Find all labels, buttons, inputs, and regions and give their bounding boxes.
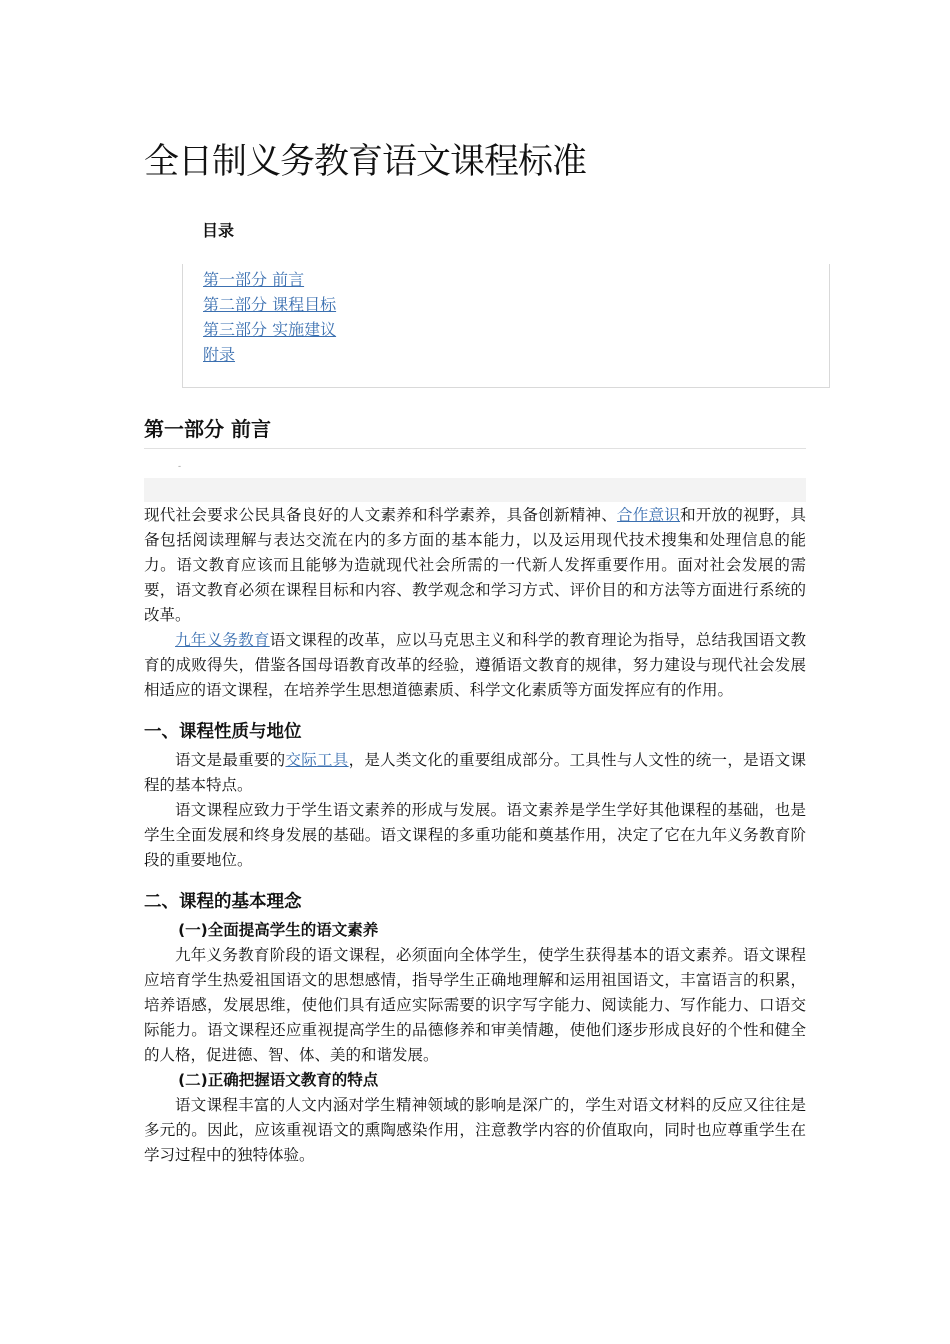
link-nine-year-education[interactable]: 九年义务教育 xyxy=(175,631,270,649)
part1-heading: 第一部分 前言 xyxy=(144,413,806,449)
section2-sub2-text: 语文课程丰富的人文内涵对学生精神领域的影响是深广的，学生对语文材料的反应又往往是多元的。因此，应该重视语文的熏陶感染作用，注意教学内容的价值取向，同时也应尊重学生在学习过程中的独特体验。 xyxy=(144,1096,806,1164)
section1-heading: 一、课程性质与地位 xyxy=(144,722,302,742)
part1-paragraph-1 xyxy=(144,503,806,628)
toc-item-part2 xyxy=(203,292,336,317)
divider-mark: - xyxy=(178,462,182,472)
grey-banner xyxy=(144,478,806,502)
text-span: 和开放的视野，具备包括阅读理解与表达交流在内的多方面的基本能力，以及运用现代技术搜集和处理信息的能力。语文教育应该而且能够为造就现代社会所需的一代新人发挥重要作用。面对社会发展的需要，语文教育必须在课程目标和内容、教学观念和学习方式、评价目的和方法等方面进行系统的改革。 xyxy=(144,506,806,624)
toc-item-part1 xyxy=(203,267,336,292)
section2-sub1-text: 九年义务教育阶段的语文课程，必须面向全体学生，使学生获得基本的语文素养。语文课程应培育学生热爱祖国语文的思想感情，指导学生正确地理解和运用祖国语文，丰富语言的积累，培养语感，发展思维，使他们具有适应实际需要的识字写字能力、阅读能力、写作能力、口语交际能力。语文课程还应重视提高学生的品德修养和审美情趣，使他们逐步形成良好的个性和健全的人格，促进德、智、体、美的和谐发展。 xyxy=(144,946,806,1064)
toc-link-part2[interactable]: 第二部分 课程目标 xyxy=(203,295,337,314)
toc-heading: 目录 xyxy=(202,221,235,240)
section2-sub2-heading: (二)正确把握语文教育的特点 xyxy=(178,1071,379,1089)
document-title: 全日制义务教育语文课程标准 xyxy=(144,142,587,182)
toc-item-part3 xyxy=(203,317,336,342)
toc-link-part1[interactable]: 第一部分 前言 xyxy=(203,270,305,289)
text-span: 语文是最重要的 xyxy=(175,751,286,769)
section1-paragraph-2: 语文课程应致力于学生语文素养的形成与发展。语文素养是学生学好其他课程的基础，也是学生全面发展和终身发展的基础。语文课程的多重功能和奠基作用，决定了它在九年义务教育阶段的重要地位。 xyxy=(144,801,806,869)
toc-link-part3[interactable]: 第三部分 实施建议 xyxy=(203,320,337,339)
link-communication-tool[interactable]: 交际工具 xyxy=(285,751,349,769)
section2-sub1-heading: (一)全面提高学生的语文素养 xyxy=(178,921,379,939)
main-content xyxy=(144,503,806,1168)
part1-paragraph-2 xyxy=(144,628,806,703)
toc-item-appendix xyxy=(203,342,336,367)
table-of-contents xyxy=(182,264,830,388)
text-span: 现代社会要求公民具备良好的人文素养和科学素养，具备创新精神、 xyxy=(144,506,618,524)
link-cooperation[interactable]: 合作意识 xyxy=(617,506,681,524)
toc-link-appendix[interactable]: 附录 xyxy=(203,345,236,364)
section1-paragraph-1 xyxy=(144,748,806,798)
section2-heading: 二、课程的基本理念 xyxy=(144,892,302,912)
text-span: 语文课程的改革，应以马克思主义和科学的教育理论为指导，总结我国语文教育的成败得失，借鉴各国母语教育改革的经验，遵循语文教育的规律，努力建设与现代社会发展相适应的语文课程，在培养学生思想道德素质、科学文化素质等方面发挥应有的作用。 xyxy=(144,631,806,699)
text-span: ，是人类文化的重要组成部分。工具性与人文性的统一，是语文课程的基本特点。 xyxy=(144,751,806,794)
